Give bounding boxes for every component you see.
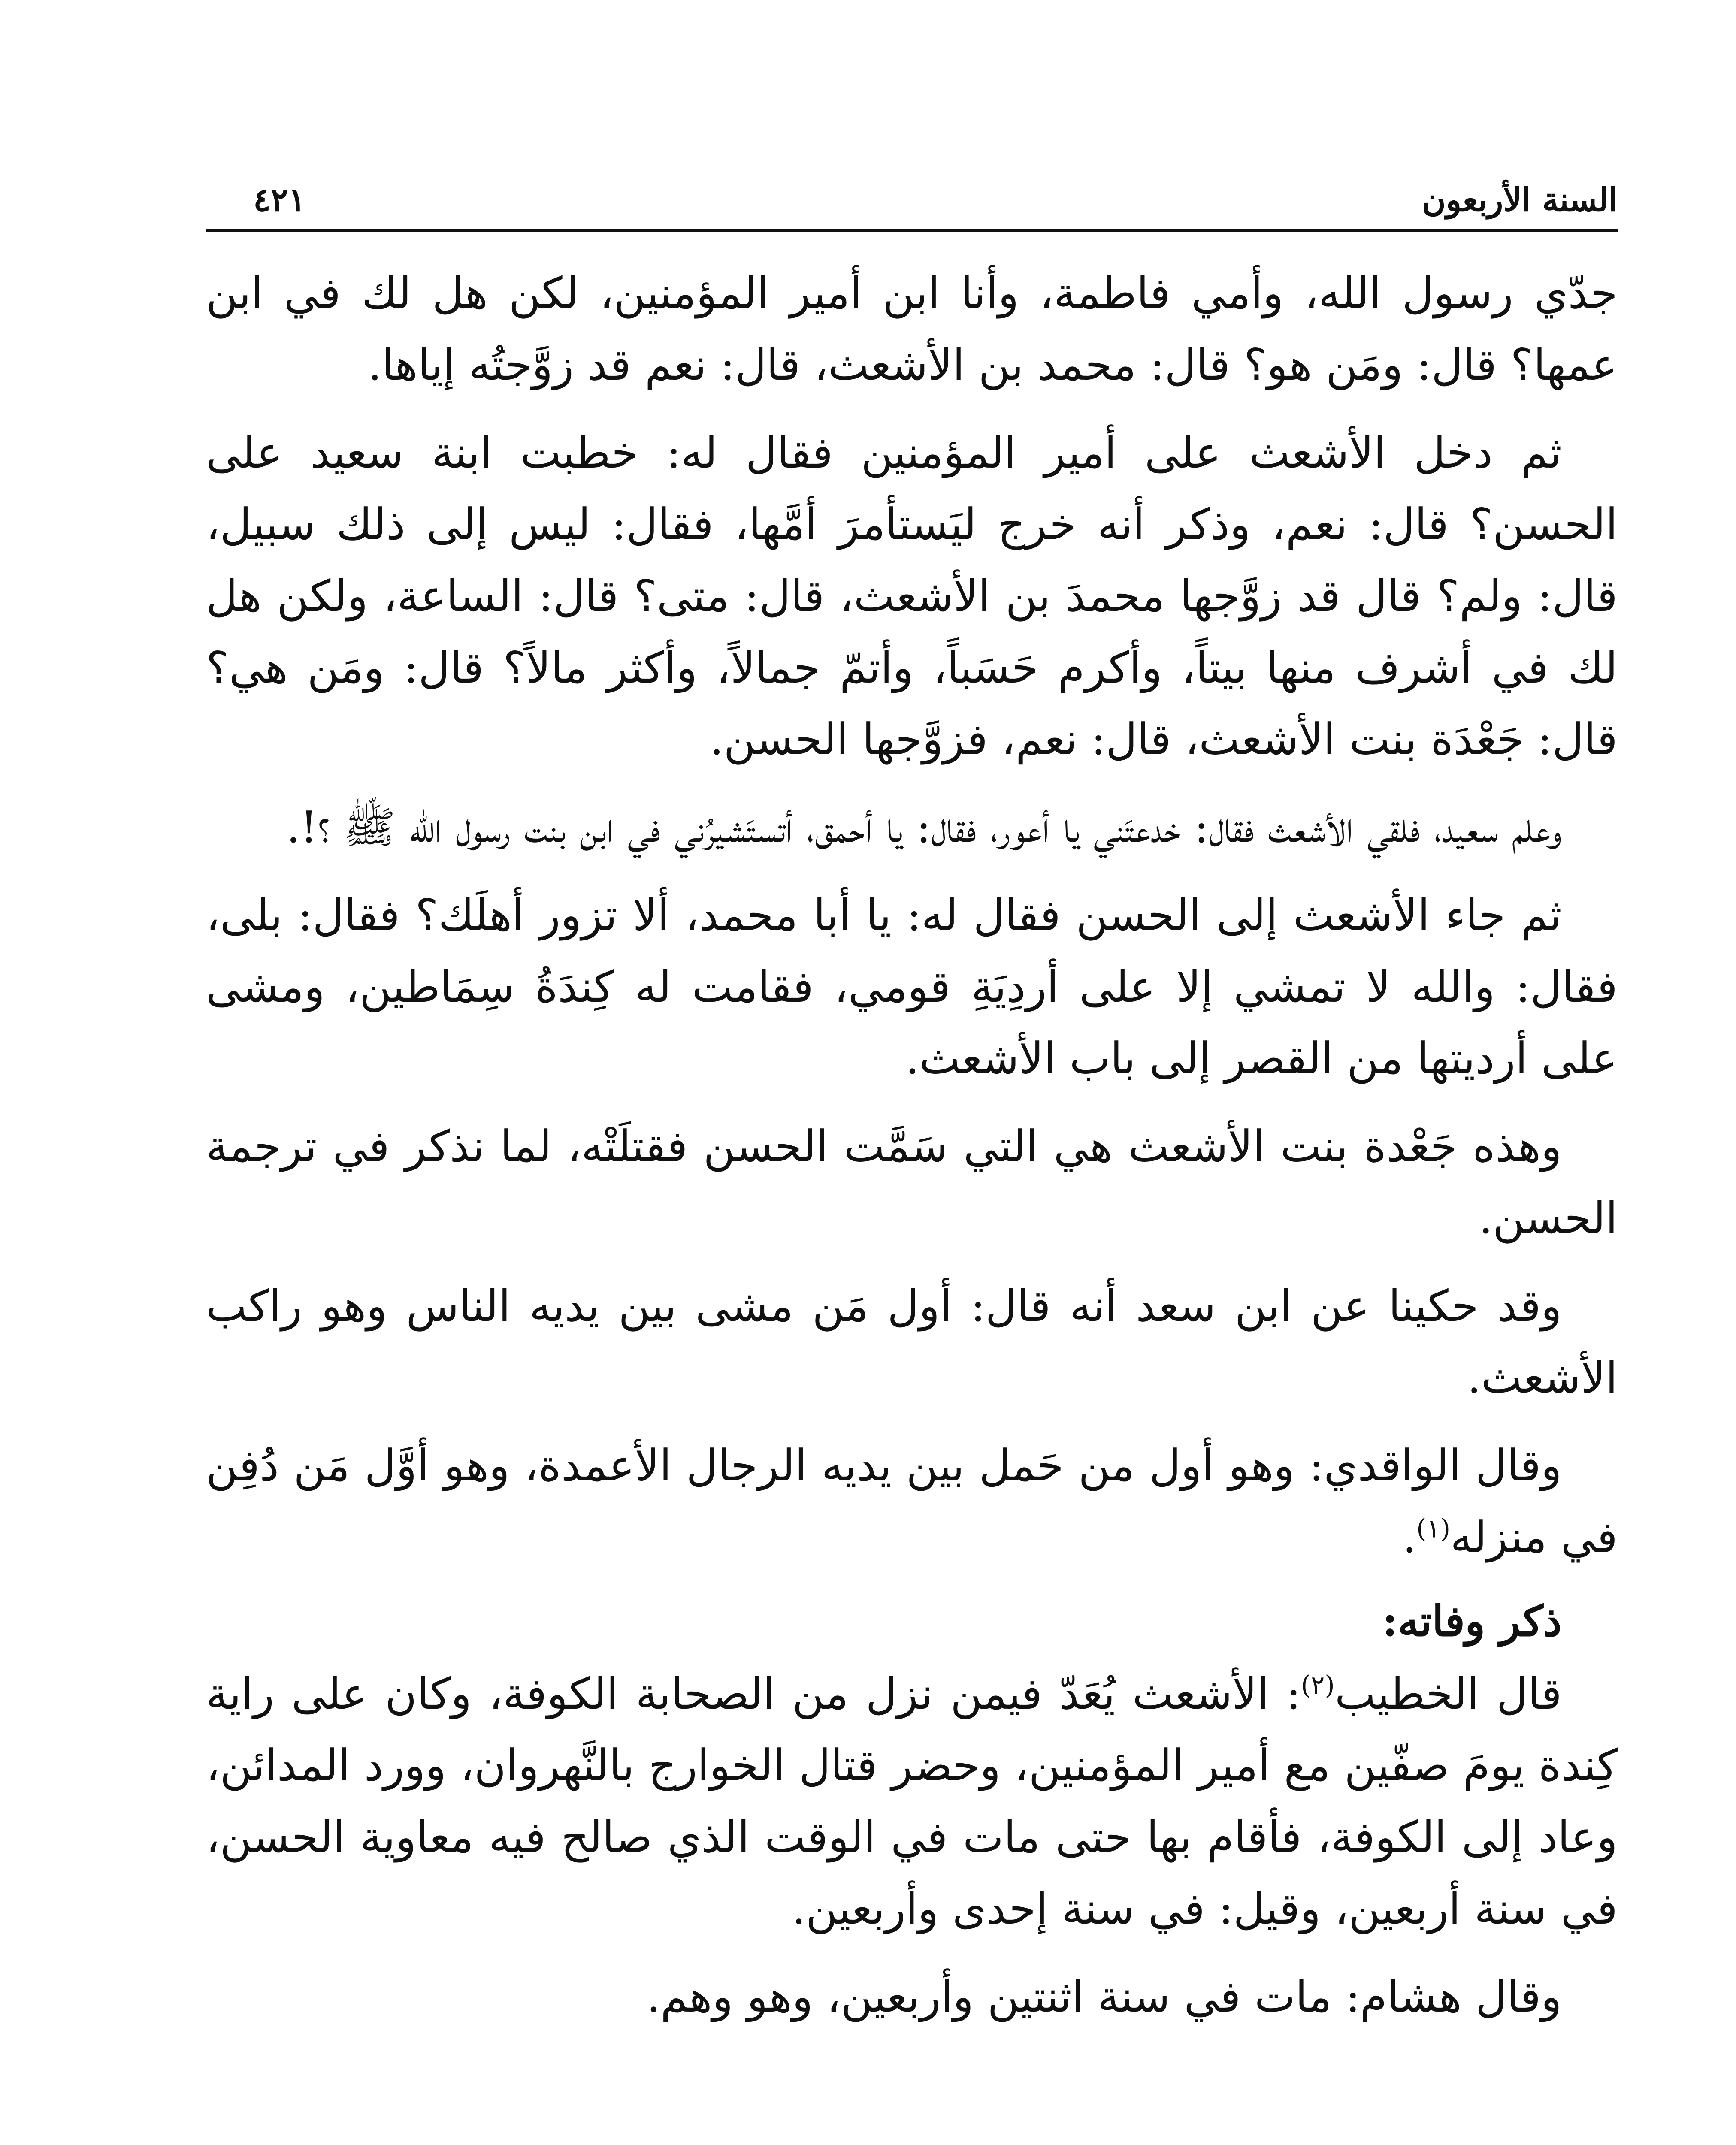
section-heading: ذكر وفاته: bbox=[1382, 1597, 1562, 1646]
page-number: ٤٢١ bbox=[253, 181, 306, 219]
paragraph-text: وقال الواقدي: وهو أول من حَمل بين يديه الرجال الأعمدة، وهو أوَّل مَن دُفِن في منزله bbox=[206, 1440, 1618, 1562]
paragraph-waqidi bbox=[206, 1430, 1618, 1573]
paragraph: وهذه جَعْدة بنت الأشعث هي التي سَمَّت الحسن فقتلَتْه، لما نذكر في ترجمة الحسن. bbox=[206, 1121, 1618, 1243]
paragraph-text-rest: : الأشعث يُعَدّ فيمن نزل من الصحابة الكوفة، وكان على راية كِندة يومَ صفّين مع أمير المؤمنين، وحضر قتال الخوارج بالنَّهروان، وورد المدائن، وعاد إلى الكوفة، فأقام بها حتى مات في الوقت الذي صالح فيه معاوية الحسن، في سنة أربعين، وقيل: في سنة إحدى وأربعين. bbox=[206, 1668, 1618, 1934]
book-page bbox=[206, 129, 1618, 2145]
paragraph: وعلم سعيد، فلقي الأشعث فقال: خدعتَني يا أعور، فقال: يا أحمق، أتستَشيرُني في ابن بنت رسول الله ﷺ ؟!. bbox=[286, 802, 1562, 852]
paragraph: ثم دخل الأشعث على أمير المؤمنين فقال له: خطبت ابنة سعيد على الحسن؟ قال: نعم، وذكر أنه خرج ليَستأمرَ أمَّها، فقال: ليس إلى ذلك سبيل، قال: ولم؟ قال قد زوَّجها محمدَ بن الأشعث، قال: متى؟ قال: الساعة، ولكن هل لك في أشرف منها بيتاً، وأكرم حَسَباً، وأتمّ جمالاً، وأكثر مالاً؟ قال: ومَن هي؟ قال: جَعْدَة بنت الأشعث، قال: نعم، فزوَّجها الحسن. bbox=[206, 427, 1618, 764]
paragraph-text-start: قال الخطيب bbox=[1334, 1668, 1562, 1719]
page-header bbox=[206, 154, 1618, 232]
running-title: السنة الأربعون bbox=[1421, 181, 1618, 219]
paragraph-hisham: وقال هشام: مات في سنة اثنتين وأربعين، وهو وهم. bbox=[647, 1971, 1562, 2022]
paragraph: ثم جاء الأشعث إلى الحسن فقال له: يا أبا محمد، ألا تزور أهلَك؟ فقال: بلى، فقال: والله لا تمشي إلا على أردِيَةِ قومي، فقامت له كِندَةُ سِمَاطين، ومشى على أرديتها من القصر إلى باب الأشعث. bbox=[206, 890, 1618, 1084]
paragraph-khatib bbox=[206, 1658, 1618, 1945]
main-text bbox=[206, 257, 1618, 2049]
footnote-ref-2: (٢) bbox=[1300, 1670, 1335, 1701]
paragraph: جدّي رسول الله، وأمي فاطمة، وأنا ابن أمير المؤمنين، لكن هل لك في ابن عمها؟ قال: ومَن هو؟ قال: محمد بن الأشعث، قال: نعم قد زوَّجتُه إياها. bbox=[206, 268, 1618, 390]
footnote-ref-1: (١) bbox=[1416, 1514, 1451, 1544]
paragraph: وقد حكينا عن ابن سعد أنه قال: أول مَن مشى بين يديه الناس وهو راكب الأشعث. bbox=[206, 1281, 1618, 1403]
paragraph-end: . bbox=[1403, 1512, 1417, 1562]
